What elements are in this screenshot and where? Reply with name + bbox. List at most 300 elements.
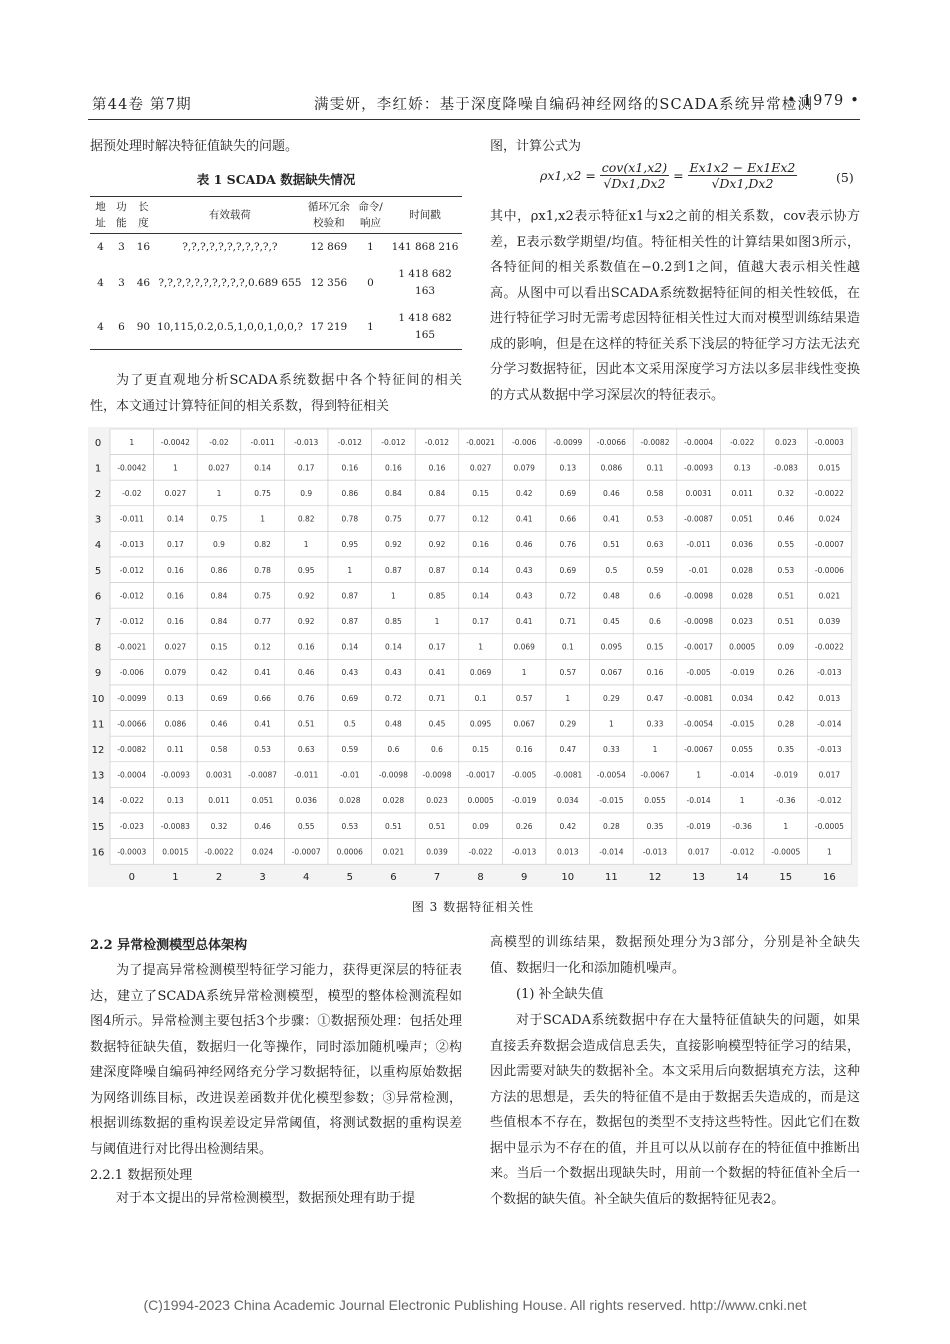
heatmap-cell-label: 0.015: [818, 463, 841, 473]
heatmap-cell-label: -0.0004: [117, 770, 147, 780]
heatmap-cell-label: -0.0098: [422, 770, 452, 780]
heatmap-cell-label: 0.17: [297, 463, 315, 473]
heatmap-cell-label: -0.0087: [684, 514, 714, 524]
left-paragraph: 为了更直观地分析SCADA系统数据中各个特征间的相关性，本文通过计算特征间的相关系数，得到特征相关: [90, 373, 462, 414]
heatmap-cell-label: 0.86: [210, 565, 228, 575]
heatmap-cell-label: 0.29: [603, 693, 620, 703]
heatmap-y-tick-label: 16: [91, 847, 105, 859]
heatmap-cell-label: 0.33: [603, 745, 620, 754]
table-row: [90, 261, 462, 305]
heatmap-cell-label: 0.51: [297, 719, 315, 729]
heatmap-cell-label: -0.0017: [684, 642, 714, 652]
heatmap-cell-label: -0.0003: [117, 847, 147, 857]
heatmap-cell-label: 0.45: [428, 719, 446, 729]
table1-header-cell: 命令/响应: [353, 197, 388, 234]
heatmap-cell-label: -0.0067: [640, 770, 670, 780]
heatmap-cell-label: 0.43: [385, 668, 402, 678]
heatmap-cell-label: -0.022: [730, 437, 755, 447]
heatmap-cell-label: 0.77: [254, 617, 271, 626]
heatmap-cell-label: -0.083: [773, 463, 798, 473]
heatmap-cell-label: 0.13: [167, 693, 184, 703]
heatmap-cell-label: 0.87: [428, 565, 446, 575]
heatmap-cell-label: 1: [216, 489, 222, 498]
heatmap-cell-label: -0.011: [250, 437, 275, 447]
heatmap-cell-label: -0.014: [817, 719, 842, 729]
heatmap-cell-label: 0.17: [472, 617, 489, 626]
heatmap-cell-label: 0.84: [210, 591, 228, 601]
formula-numerator-1: cov(x1,x2): [601, 160, 668, 175]
right-bottom-paragraph-2: 对于SCADA系统数据中存在大量特征值缺失的问题，如果直接丢弃数据会造成信息丢失，直接影响模型特征学习的结果，因此需要对缺失的数据补全。本文采用后向数据填充方法，这种方法的思想是，丢失的特征值不是由于数据丢失造成的，而是这些值根本不存在，数据包的类型不支持这些特性。因此它们在数据中显示为不存在的值，并且可以从以前存在的特征值中推断出来。当后一个数据出现缺失时，用前一个数据的特征值补全后一个数据的缺失值。补全缺失值后的数据特征见表2。: [490, 1013, 860, 1207]
heatmap-cell-label: 0.095: [469, 719, 492, 729]
heatmap-cell-label: -0.012: [817, 796, 842, 806]
heatmap-cell-label: 0.034: [557, 796, 579, 806]
heatmap-cell-label: -0.0098: [378, 770, 408, 780]
heatmap-cell-label: 0.024: [251, 847, 274, 857]
heatmap-cell-label: 0.32: [777, 489, 795, 498]
heatmap-cell-label: 0.036: [295, 796, 317, 806]
heatmap-cell-label: 0.42: [210, 668, 228, 678]
heatmap-cell-label: -0.0093: [160, 770, 190, 780]
heatmap-cell-label: -0.012: [424, 437, 450, 447]
heatmap-cell-label: 0.69: [559, 489, 577, 498]
heatmap-cell-label: 0.48: [603, 591, 620, 601]
heatmap-cell-label: 1: [565, 693, 571, 703]
heatmap-cell-label: 0.82: [297, 514, 315, 524]
heatmap-cell-label: 0.78: [254, 565, 271, 575]
table-cell: 4: [90, 305, 111, 350]
heatmap-cell-label: -0.0054: [596, 770, 626, 780]
heatmap-cell-label: -0.01: [688, 565, 709, 575]
heatmap-cell-label: 0.011: [731, 489, 753, 498]
heatmap-cell-label: 0.87: [341, 617, 359, 626]
heatmap-cell-label: 0.13: [733, 463, 751, 473]
heatmap-cell-label: 0.069: [469, 668, 492, 678]
heatmap-cell-label: -0.019: [686, 821, 711, 831]
heatmap-cell-label: -0.022: [119, 796, 144, 806]
heatmap-cell-label: -0.013: [817, 745, 842, 754]
formula-denominator-1: √Dx1,Dx2: [603, 176, 666, 191]
heatmap-cell-label: 0.0005: [729, 642, 756, 652]
heatmap-cell-label: 0.14: [167, 514, 184, 524]
heatmap-cell-label: 0.028: [382, 796, 405, 806]
heatmap-cell-label: 0.46: [297, 668, 315, 678]
heatmap-cell-label: 0.069: [513, 642, 535, 652]
heatmap-cell-label: -0.36: [732, 821, 752, 831]
heatmap-cell-label: 0.35: [646, 821, 664, 831]
heatmap-x-tick-label: 13: [692, 872, 705, 884]
heatmap-cell-label: 0.43: [515, 565, 533, 575]
formula-numerator-2: Ex1x2 − Ex1Ex2: [689, 160, 796, 175]
heatmap-cell-label: -0.0098: [684, 591, 714, 601]
heatmap-cell-label: 0.75: [254, 591, 271, 601]
heatmap-cell-label: 0.12: [472, 514, 489, 524]
heatmap-cell-label: 0.69: [341, 693, 359, 703]
heatmap-cell-label: 0.78: [341, 514, 359, 524]
heatmap-cell-label: 0.051: [251, 796, 274, 806]
heatmap-cell-label: 0.53: [777, 565, 795, 575]
table-cell: 46: [136, 276, 151, 289]
heatmap-cell-label: -0.005: [686, 668, 711, 678]
heatmap-cell-label: 0.16: [167, 591, 184, 601]
heatmap-cell-label: 1: [129, 437, 135, 447]
heatmap-x-tick-label: 14: [735, 872, 749, 884]
heatmap-y-tick-label: 2: [94, 489, 102, 500]
table1-caption: 表 1 SCADA 数据缺失情况: [196, 172, 356, 187]
table-cell: ?,?,?,?,?,?,?,?,?,?,?: [182, 241, 278, 253]
heatmap-cell-label: 0.41: [603, 514, 620, 524]
heatmap-cell-label: -0.013: [512, 847, 537, 857]
heatmap-cell-label: 0.028: [339, 796, 361, 806]
heatmap-cell-label: 0.82: [254, 540, 271, 550]
heatmap-cell-label: 0.055: [731, 745, 753, 754]
heatmap-cell-label: -0.013: [119, 540, 144, 550]
heatmap-cell-label: 1: [347, 565, 353, 575]
heatmap-cell-label: -0.022: [468, 847, 493, 857]
heatmap-cell-label: 0.43: [341, 668, 359, 678]
table1-header-row: [90, 197, 462, 234]
heatmap-cell-label: -0.0083: [160, 821, 190, 831]
heatmap-cell-label: -0.0005: [771, 847, 801, 857]
heatmap-cell-label: 0.021: [382, 847, 405, 857]
heatmap-cell-label: -0.005: [512, 770, 537, 780]
heatmap-cell-label: 0.14: [472, 591, 489, 601]
heatmap-cell-label: 0.028: [731, 591, 753, 601]
heatmap-cell-label: 0.71: [428, 693, 446, 703]
heatmap-cell-label: -0.0098: [684, 617, 714, 626]
heatmap-cell-label: 0.46: [254, 821, 271, 831]
heatmap-cell-label: 0.15: [646, 642, 664, 652]
heatmap-cell-label: 0.87: [385, 565, 402, 575]
heatmap-cell-label: -0.011: [686, 540, 711, 550]
table-cell: 17 219: [305, 305, 353, 350]
heatmap-cell-label: 1: [434, 617, 440, 626]
header-volume: 第44卷 第7期: [92, 97, 192, 113]
heatmap-cell-label: 0.09: [777, 642, 795, 652]
heatmap-cell-label: 0.58: [646, 489, 664, 498]
heatmap-cell-label: 0.46: [210, 719, 228, 729]
heatmap-cell-label: 0.067: [600, 668, 623, 678]
heatmap-cell-label: -0.019: [512, 796, 537, 806]
heatmap-y-tick-label: 5: [94, 565, 102, 577]
heatmap-cell-label: 0.017: [818, 770, 841, 780]
heatmap-cell-label: 0.26: [777, 668, 795, 678]
heatmap-cell-label: 0.027: [164, 489, 187, 498]
heatmap-cell-label: -0.0081: [553, 770, 583, 780]
heatmap-y-tick-label: 7: [94, 617, 102, 628]
heatmap-cell-label: 0.55: [777, 540, 795, 550]
heatmap-cell-label: 0.53: [341, 821, 359, 831]
table1-header-cell: 地址: [90, 197, 111, 234]
formula-fraction-2: [688, 160, 798, 191]
heatmap-cell-label: 0.71: [559, 617, 577, 626]
heatmap-cell-label: 0.16: [428, 463, 446, 473]
heatmap-cell-label: 0.13: [559, 463, 577, 473]
heatmap-x-tick-label: 7: [433, 872, 441, 884]
table-cell: 1 418 682 163: [398, 268, 452, 297]
heatmap-cell-label: -0.006: [512, 437, 537, 447]
heatmap-x-tick-label: 1: [172, 872, 179, 884]
heatmap-cell-label: 0.16: [515, 745, 533, 754]
heatmap-cell-label: 0.53: [646, 514, 664, 524]
heatmap-cell-label: -0.0081: [684, 693, 714, 703]
heatmap-cell-label: -0.012: [381, 437, 406, 447]
heatmap-cell-label: -0.02: [209, 437, 229, 447]
heatmap-cell-label: -0.012: [119, 591, 144, 601]
heatmap-cell-label: 0.095: [600, 642, 623, 652]
heatmap-x-tick-label: 2: [215, 872, 223, 884]
heatmap-cell-label: 0.15: [210, 642, 228, 652]
heatmap-cell-label: 0.051: [731, 514, 753, 524]
heatmap-cell-label: 0.12: [254, 642, 271, 652]
table-cell: 3: [118, 276, 125, 289]
heatmap-cell-label: 0.76: [559, 540, 577, 550]
heatmap-y-tick-label: 11: [91, 719, 105, 731]
copyright-footer: (C)1994-2023 China Academic Journal Electronic Publishing House. All rights reserved. http://www.cnki.net: [143, 1297, 807, 1313]
heatmap-cell-label: 0.85: [385, 617, 402, 626]
heatmap-cell-label: 0.13: [167, 796, 184, 806]
figure3-caption: 图 3 数据特征相关性: [411, 900, 535, 914]
heatmap-cell-label: -0.0099: [553, 437, 583, 447]
heatmap-cell-label: -0.0099: [117, 693, 147, 703]
heatmap-cell-label: 0.51: [385, 821, 402, 831]
heatmap-cell-label: 0.0005: [467, 796, 494, 806]
right-top-text: 图，计算公式为: [490, 139, 582, 154]
heatmap-cell-label: 0.59: [646, 565, 664, 575]
heatmap-cell-label: 0.28: [603, 821, 620, 831]
heatmap-cell-label: 0.011: [208, 796, 230, 806]
heatmap-cell-label: 0.55: [297, 821, 315, 831]
heatmap-cell-label: -0.006: [119, 668, 144, 678]
heatmap-cell-label: -0.0082: [117, 745, 147, 754]
section-2-2-1-title: 2.2.1 数据预处理: [90, 1168, 193, 1183]
heatmap-cell-label: 1: [609, 719, 614, 729]
table-cell: 0: [367, 276, 374, 289]
heatmap-cell-label: 0.024: [818, 514, 841, 524]
heatmap-cell-label: 0.57: [559, 668, 577, 678]
heatmap-cell-label: 0.027: [164, 642, 187, 652]
heatmap-cell-label: 0.013: [557, 847, 579, 857]
heatmap-cell-label: 0.76: [297, 693, 315, 703]
heatmap-cell-label: -0.0087: [248, 770, 278, 780]
heatmap-cell-label: -0.013: [294, 437, 319, 447]
heatmap-cell-label: 0.28: [777, 719, 795, 729]
heatmap-cell-label: 0.023: [426, 796, 448, 806]
heatmap-cell-label: 1: [521, 668, 527, 678]
heatmap-cell-label: 0.6: [387, 745, 400, 754]
header-rule: [88, 119, 860, 120]
right-bottom-paragraph-1: 高模型的训练结果，数据预处理分为3部分，分别是补全缺失值、数据归一化和添加随机噪声。: [490, 935, 860, 976]
heatmap-cell-label: 0.51: [428, 821, 446, 831]
heatmap-cell-label: 0.14: [341, 642, 359, 652]
heatmap-cell-label: 0.42: [777, 693, 795, 703]
table-cell: 1: [353, 305, 388, 350]
section-2-2-1-paragraph: 对于本文提出的异常检测模型，数据预处理有助于提: [116, 1191, 416, 1206]
heatmap-cell-label: 0.41: [254, 719, 271, 729]
heatmap-cell-label: -0.01: [340, 770, 360, 780]
heatmap-cell-label: -0.012: [119, 565, 144, 575]
heatmap-cell-label: 0.92: [297, 617, 315, 626]
heatmap-y-tick-label: 12: [91, 745, 105, 756]
heatmap-cell-label: 0.086: [164, 719, 187, 729]
heatmap-x-tick-label: 0: [128, 872, 135, 884]
heatmap-cell-label: 0.57: [515, 693, 533, 703]
heatmap-cell-label: -0.0066: [596, 437, 626, 447]
table1-header-cell: 功能: [111, 197, 132, 234]
heatmap-cell-label: -0.019: [730, 668, 755, 678]
heatmap-cell-label: 0.46: [603, 489, 620, 498]
heatmap-cell-label: -0.023: [119, 821, 144, 831]
heatmap-cell-label: 0.15: [472, 489, 489, 498]
heatmap-cell-label: -0.0021: [466, 437, 496, 447]
heatmap-cell-label: 0.086: [600, 463, 623, 473]
heatmap-y-tick-label: 13: [91, 770, 105, 782]
heatmap-cell-label: 1: [391, 591, 396, 601]
heatmap-cell-label: 0.0015: [162, 847, 189, 857]
section-2-2-paragraph: 为了提高异常检测模型特征学习能力，获得更深层的特征表达，建立了SCADA系统异常检测模型，模型的整体检测流程如图4所示。异常检测主要包括3个步骤：①数据预处理：包括处理数据特征缺失值，数据归一化等操作，同时添加随机噪声；②构建深度降噪自编码神经网络充分学习数据特征，以重构原始数据为网络训练目标，改进误差函数并优化模型参数；③异常检测，根据训练数据的重构误差设定异常阈值，将测试数据的重构误差与阈值进行对比得出检测结果。: [90, 963, 462, 1157]
heatmap-cell-label: 0.48: [385, 719, 402, 729]
heatmap-cell-label: -0.0022: [204, 847, 234, 857]
heatmap-cell-label: 0.6: [431, 745, 443, 754]
heatmap-cell-label: 0.6: [649, 591, 661, 601]
heatmap-cell-label: 0.84: [428, 489, 446, 498]
heatmap-cell-label: 0.09: [472, 821, 489, 831]
heatmap-y-tick-label: 3: [94, 514, 102, 526]
table-cell: 4: [97, 241, 104, 253]
heatmap-cell-label: 0.034: [731, 693, 753, 703]
heatmap-x-tick-label: 9: [521, 872, 528, 884]
heatmap-cell-label: -0.011: [294, 770, 319, 780]
heatmap-cell-label: -0.012: [119, 617, 144, 626]
heatmap-cell-label: 0.75: [385, 514, 402, 524]
table1: [90, 196, 462, 350]
heatmap-cell-label: 0.027: [208, 463, 230, 473]
heatmap-cell-label: 0.92: [297, 591, 315, 601]
heatmap-cell-label: 0.021: [818, 591, 841, 601]
heatmap-y-tick-label: 10: [91, 693, 105, 705]
heatmap-cell-label: -0.015: [730, 719, 755, 729]
table-cell: 90: [132, 305, 155, 350]
heatmap-cell-label: 0.16: [385, 463, 402, 473]
heatmap-x-tick-label: 15: [779, 872, 793, 884]
heatmap-cell-label: 0.75: [210, 514, 228, 524]
heatmap-cell-label: 0.1: [474, 693, 487, 703]
heatmap-cell-label: -0.014: [730, 770, 755, 780]
heatmap-x-tick-label: 10: [561, 872, 575, 884]
heatmap-cell-label: 0.16: [167, 617, 184, 626]
right-paragraph: 其中，ρx1,x2表示特征x1与x2之前的相关系数，cov表示协方差，E表示数学期望/均值。特征相关性的计算结果如图3所示，各特征间的相关系数值在−0.2到1之间，值越大表示相关性越高。从图中可以看出SCADA系统数据特征间的相关性较低，在进行特征学习时无需考虑因特征相关性过大而对模型训练结果造成的影响，但是在这样的特征关系下浅层的特征学习方法无法充分学习数据特征，因此本文采用深度学习方法以多层非线性变换的方式从数据中学习深层次的特征表示。: [490, 209, 860, 403]
heatmap-cell-label: 0.079: [164, 668, 187, 678]
heatmap-cell-label: 0.84: [385, 489, 402, 498]
heatmap-cell-label: 0.47: [646, 693, 664, 703]
heatmap-cell-label: -0.0004: [684, 437, 714, 447]
heatmap-cell-label: 1: [783, 821, 789, 831]
heatmap-cell-label: -0.011: [119, 514, 144, 524]
heatmap-cell-label: 0.59: [341, 745, 359, 754]
heatmap-cell-label: 0.0031: [205, 770, 233, 780]
table-cell: 6: [111, 305, 132, 350]
heatmap-cell-label: -0.0007: [814, 540, 844, 550]
heatmap-cell-label: 0.66: [559, 514, 577, 524]
heatmap-cell-label: 0.45: [603, 617, 620, 626]
heatmap-cell-label: 0.16: [297, 642, 315, 652]
table-row: [90, 305, 462, 350]
heatmap-cell-label: -0.019: [773, 770, 798, 780]
running-header: [92, 93, 860, 119]
formula-lhs: ρx1,x2: [540, 168, 582, 183]
heatmap-cell-label: -0.014: [599, 847, 624, 857]
heatmap-cell-label: 0.1: [561, 642, 574, 652]
heatmap-y-tick-label: 8: [94, 642, 102, 654]
heatmap-cell-label: 0.023: [775, 437, 797, 447]
heatmap-cell-label: 1: [173, 463, 178, 473]
table-cell: 10,115,0.2,0.5,1,0,0,1,0,0,?: [155, 305, 305, 350]
heatmap-cell-label: 0.079: [513, 463, 535, 473]
heatmap-cell-label: 0.41: [254, 668, 271, 678]
header-title: 满雯妍，李红娇：基于深度降噪自编码神经网络的SCADA系统异常检测: [314, 97, 814, 113]
heatmap-y-tick-label: 15: [91, 821, 105, 833]
heatmap-cell-label: 1: [260, 514, 265, 524]
heatmap-cell-label: -0.0067: [684, 745, 714, 754]
heatmap-y-tick-label: 1: [94, 463, 102, 475]
heatmap-cell-label: 0.41: [515, 617, 533, 626]
table-cell: 4: [97, 276, 104, 289]
heatmap-cell-label: -0.0066: [117, 719, 147, 729]
heatmap-cell-label: 0.84: [210, 617, 228, 626]
heatmap-cell-label: 0.14: [472, 565, 489, 575]
heatmap-cell-label: 0.0006: [336, 847, 363, 857]
heatmap-cell-label: 0.9: [300, 489, 313, 498]
heatmap-cell-label: 0.86: [341, 489, 359, 498]
heatmap-x-tick-label: 11: [605, 872, 618, 884]
table-cell: 16: [136, 241, 151, 253]
heatmap-cell-label: -0.014: [686, 796, 711, 806]
header-page-number: • 1979 •: [787, 93, 860, 109]
formula-fraction-1: [600, 160, 669, 191]
heatmap-cell-label: 0.16: [646, 668, 664, 678]
heatmap-cell-label: 0.75: [254, 489, 271, 498]
heatmap-cell-label: 0.039: [426, 847, 448, 857]
heatmap-cell-label: 0.29: [559, 719, 577, 729]
heatmap-cell-label: -0.0017: [466, 770, 496, 780]
heatmap-cell-label: 0.039: [818, 617, 841, 626]
heatmap-cell-label: 0.51: [603, 540, 620, 550]
heatmap-cell-label: 0.17: [167, 540, 184, 550]
subsection-fill-missing: (1) 补全缺失值: [516, 987, 604, 1002]
heatmap-cell-label: -0.0006: [814, 565, 844, 575]
heatmap-cell-label: 0.16: [167, 565, 184, 575]
table-row: [90, 234, 462, 262]
heatmap-cell-label: 0.51: [777, 617, 795, 626]
heatmap-cell-label: 0.92: [385, 540, 402, 550]
heatmap-cell-label: -0.0042: [160, 437, 190, 447]
heatmap-cell-label: 0.53: [254, 745, 271, 754]
heatmap-cell-label: 0.69: [210, 693, 228, 703]
heatmap-cell-label: -0.013: [817, 668, 842, 678]
formula-denominator-2: √Dx1,Dx2: [711, 176, 774, 191]
heatmap-cell-label: 0.028: [731, 565, 753, 575]
heatmap-cell-label: 0.35: [777, 745, 795, 754]
heatmap-cell-label: 0.41: [428, 668, 446, 678]
heatmap-cell-label: 0.46: [777, 514, 795, 524]
heatmap-cell-label: 1: [696, 770, 701, 780]
heatmap-cell-label: 0.16: [341, 463, 359, 473]
heatmap-cell-label: 1: [827, 847, 832, 857]
heatmap-cell-label: 0.72: [559, 591, 577, 601]
heatmap-cell-label: 1: [739, 796, 745, 806]
formula-number: (5): [836, 170, 854, 185]
heatmap-cell-label: 0.69: [559, 565, 577, 575]
table1-header-cell: 有效载荷: [155, 197, 305, 234]
